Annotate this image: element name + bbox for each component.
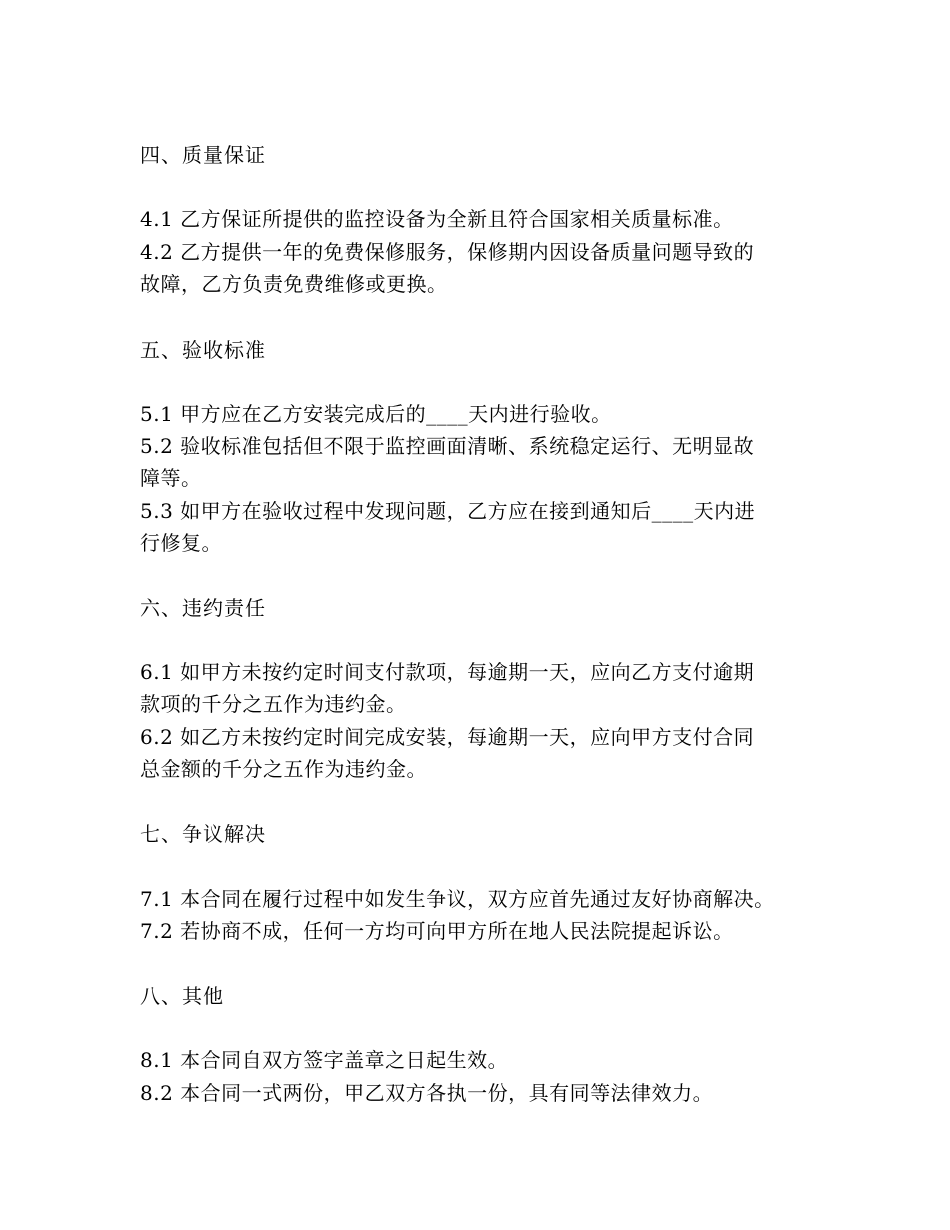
clause-line: 7.1 本合同在履行过程中如发生争议，双方应首先通过友好协商解决。 (140, 887, 775, 911)
clause-line: 4.2 乙方提供一年的免费保修服务，保修期内因设备质量问题导致的 (140, 240, 755, 264)
clause-line: 5.3 如甲方在验收过程中发现问题，乙方应在接到通知后____天内进 (140, 499, 756, 523)
clause-line: 故障，乙方负责免费维修或更换。 (140, 272, 448, 296)
clause-line: 障等。 (140, 466, 202, 490)
clause-line: 6.2 如乙方未按约定时间完成安装，每逾期一天，应向甲方支付合同 (140, 725, 755, 749)
clause-line: 8.1 本合同自双方签字盖章之日起生效。 (140, 1048, 509, 1072)
clause-line: 4.1 乙方保证所提供的监控设备为全新且符合国家相关质量标准。 (140, 207, 734, 231)
clause-line: 7.2 若协商不成，任何一方均可向甲方所在地人民法院提起诉讼。 (140, 919, 734, 943)
clause-line: 5.2 验收标准包括但不限于监控画面清晰、系统稳定运行、无明显故 (140, 434, 755, 458)
section-heading: 四、质量保证 (140, 143, 266, 167)
clause-line: 5.1 甲方应在乙方安装完成后的____天内进行验收。 (140, 402, 612, 426)
section-heading: 七、争议解决 (140, 822, 266, 846)
section-heading: 八、其他 (140, 984, 224, 1008)
clause-line: 6.1 如甲方未按约定时间支付款项，每逾期一天，应向乙方支付逾期 (140, 660, 755, 684)
clause-line: 8.2 本合同一式两份，甲乙双方各执一份，具有同等法律效力。 (140, 1081, 714, 1105)
clause-line: 总金额的千分之五作为违约金。 (140, 757, 427, 781)
section-heading: 五、验收标准 (140, 338, 266, 362)
section-heading: 六、违约责任 (140, 596, 266, 620)
clause-line: 款项的千分之五作为违约金。 (140, 692, 407, 716)
clause-line: 行修复。 (140, 531, 222, 555)
